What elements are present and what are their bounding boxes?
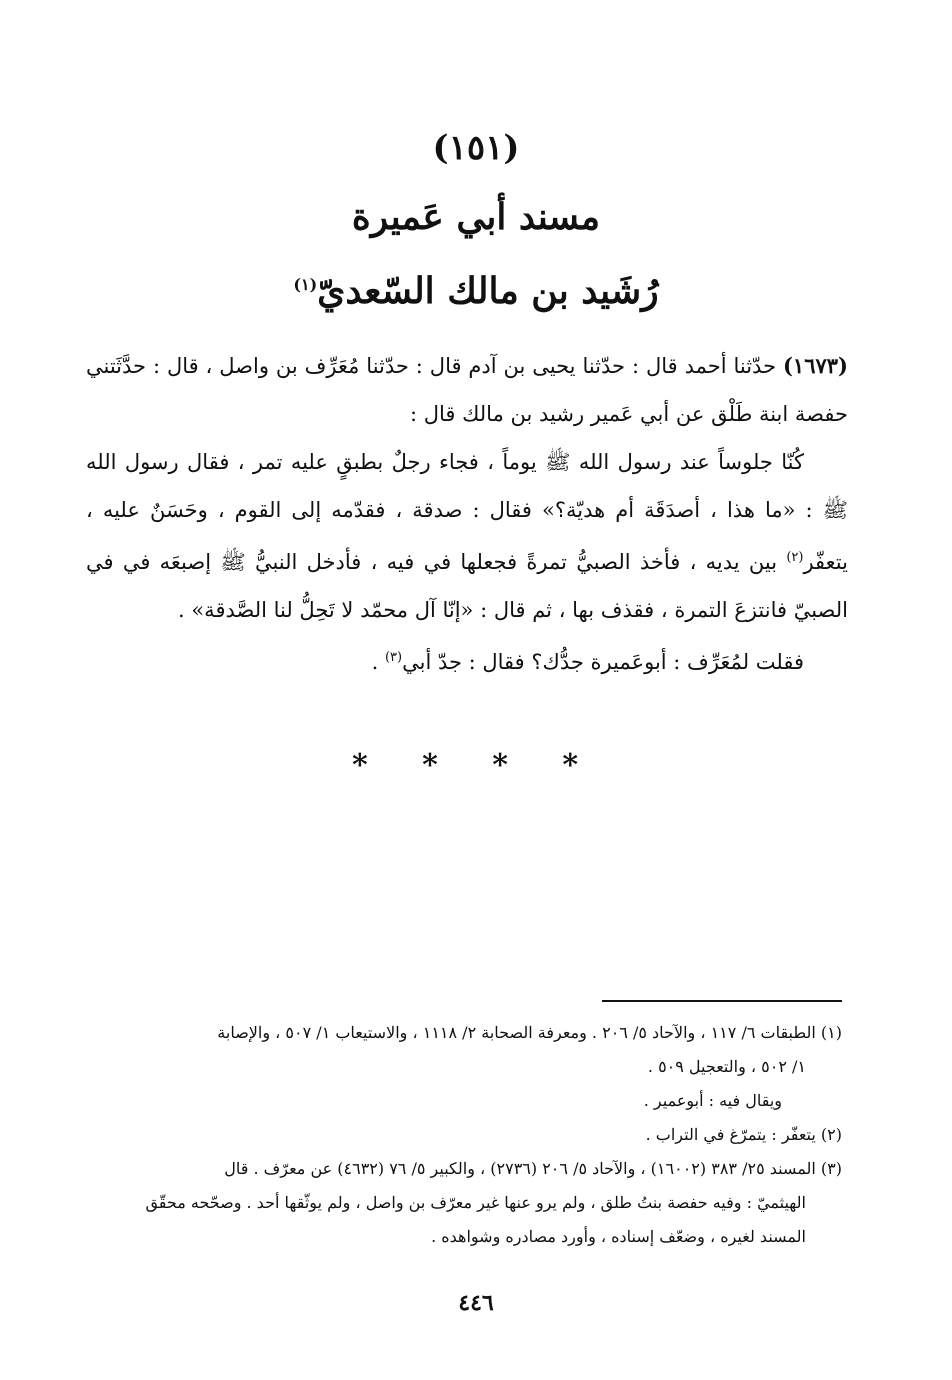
- footnotes: [80, 1016, 842, 1254]
- footnote-divider: [602, 1000, 842, 1002]
- section-separator: * * * *: [351, 748, 601, 783]
- hadith-matn: [86, 438, 848, 634]
- hadith-matn-part2: بين يديه ، فأخذ الصبيُّ تمرةً فجعلها في فيه ، فأدخل النبيُّ ﷺ إصبعَه في في الصبيّ فانتزعَ التمرة ، فقذف بها ، ثم قال : «إنّا آل محمّد لا تَحِلُّ لنا الصَّدقة» .: [86, 550, 848, 622]
- footnote-ref-3: (٣): [384, 650, 403, 665]
- page-number: ٤٤٦: [458, 1290, 494, 1316]
- hadith-number: (١٦٧٣): [782, 353, 848, 378]
- footnote-1-line-3: ويقال فيه : أبوعمير .: [643, 1091, 782, 1110]
- hadith-closing-part2: .: [371, 650, 385, 674]
- footnote-2: (٢) يتعفّر : يتمرّغ في التراب .: [645, 1125, 842, 1144]
- companion-name-text: رُشَيد بن مالك السّعديّ: [317, 270, 659, 312]
- footnote-3-line-2: الهيثميّ : وفيه حفصة بنتُ طلق ، ولم يرو عنها غير معرّف بن واصل ، ولم يوثّقها أحد . وصحّحه محقّق: [145, 1193, 806, 1212]
- footnote-ref-1: (١): [293, 275, 318, 294]
- musnad-title: مسند أبي عَميرة: [351, 196, 601, 238]
- hadith-matn-part1: كُنّا جلوساً عند رسول الله ﷺ يوماً ، فجاء رجلٌ بطبقٍ عليه تمر ، فقال رسول الله ﷺ : «ما هذا ، أصدَقَة أم هديّة؟» فقال : صدقة ، فقدّمه إلى القوم ، وحَسَنٌ عليه ، يتعفّر: [86, 450, 848, 574]
- footnote-ref-2: (٢): [786, 550, 804, 565]
- footnote-1-line-2: ١/ ٥٠٢ ، والتعجيل ٥٠٩ .: [647, 1057, 806, 1076]
- footnote-3-line-3: المسند لغيره ، وضعّف إسناده ، وأورد مصادره وشواهده .: [431, 1227, 806, 1246]
- hadith-isnad: [86, 342, 848, 438]
- footnote-1-line-1: (١) الطبقات ٦/ ١١٧ ، والآحاد ٥/ ٢٠٦ . ومعرفة الصحابة ٢/ ١١١٨ ، والاستيعاب ١/ ٥٠٧ ، والإصابة: [217, 1023, 842, 1042]
- hadith-closing: [86, 634, 848, 686]
- companion-name: [0, 270, 952, 312]
- hadith-closing-part1: فقلت لمُعَرِّف : أبوعَميرة جدُّك؟ فقال : جدّ أبي: [402, 650, 804, 674]
- footnote-3-line-1: (٣) المسند ٢٥/ ٣٨٣ (١٦٠٠٢) ، والآحاد ٥/ ٢٠٦ (٢٧٣٦) ، والكبير ٥/ ٧٦ (٤٦٣٢) عن معرّف . قال: [224, 1159, 842, 1178]
- section-number: (١٥١): [432, 128, 520, 168]
- hadith-body: [86, 342, 848, 686]
- hadith-isnad-text: حدّثنا أحمد قال : حدّثنا يحيى بن آدم قال : حدّثنا مُعَرِّف بن واصل ، قال : حدَّثَتني حفصة ابنة طَلْق عن أبي عَمير رشيد بن مالك قال :: [86, 354, 848, 426]
